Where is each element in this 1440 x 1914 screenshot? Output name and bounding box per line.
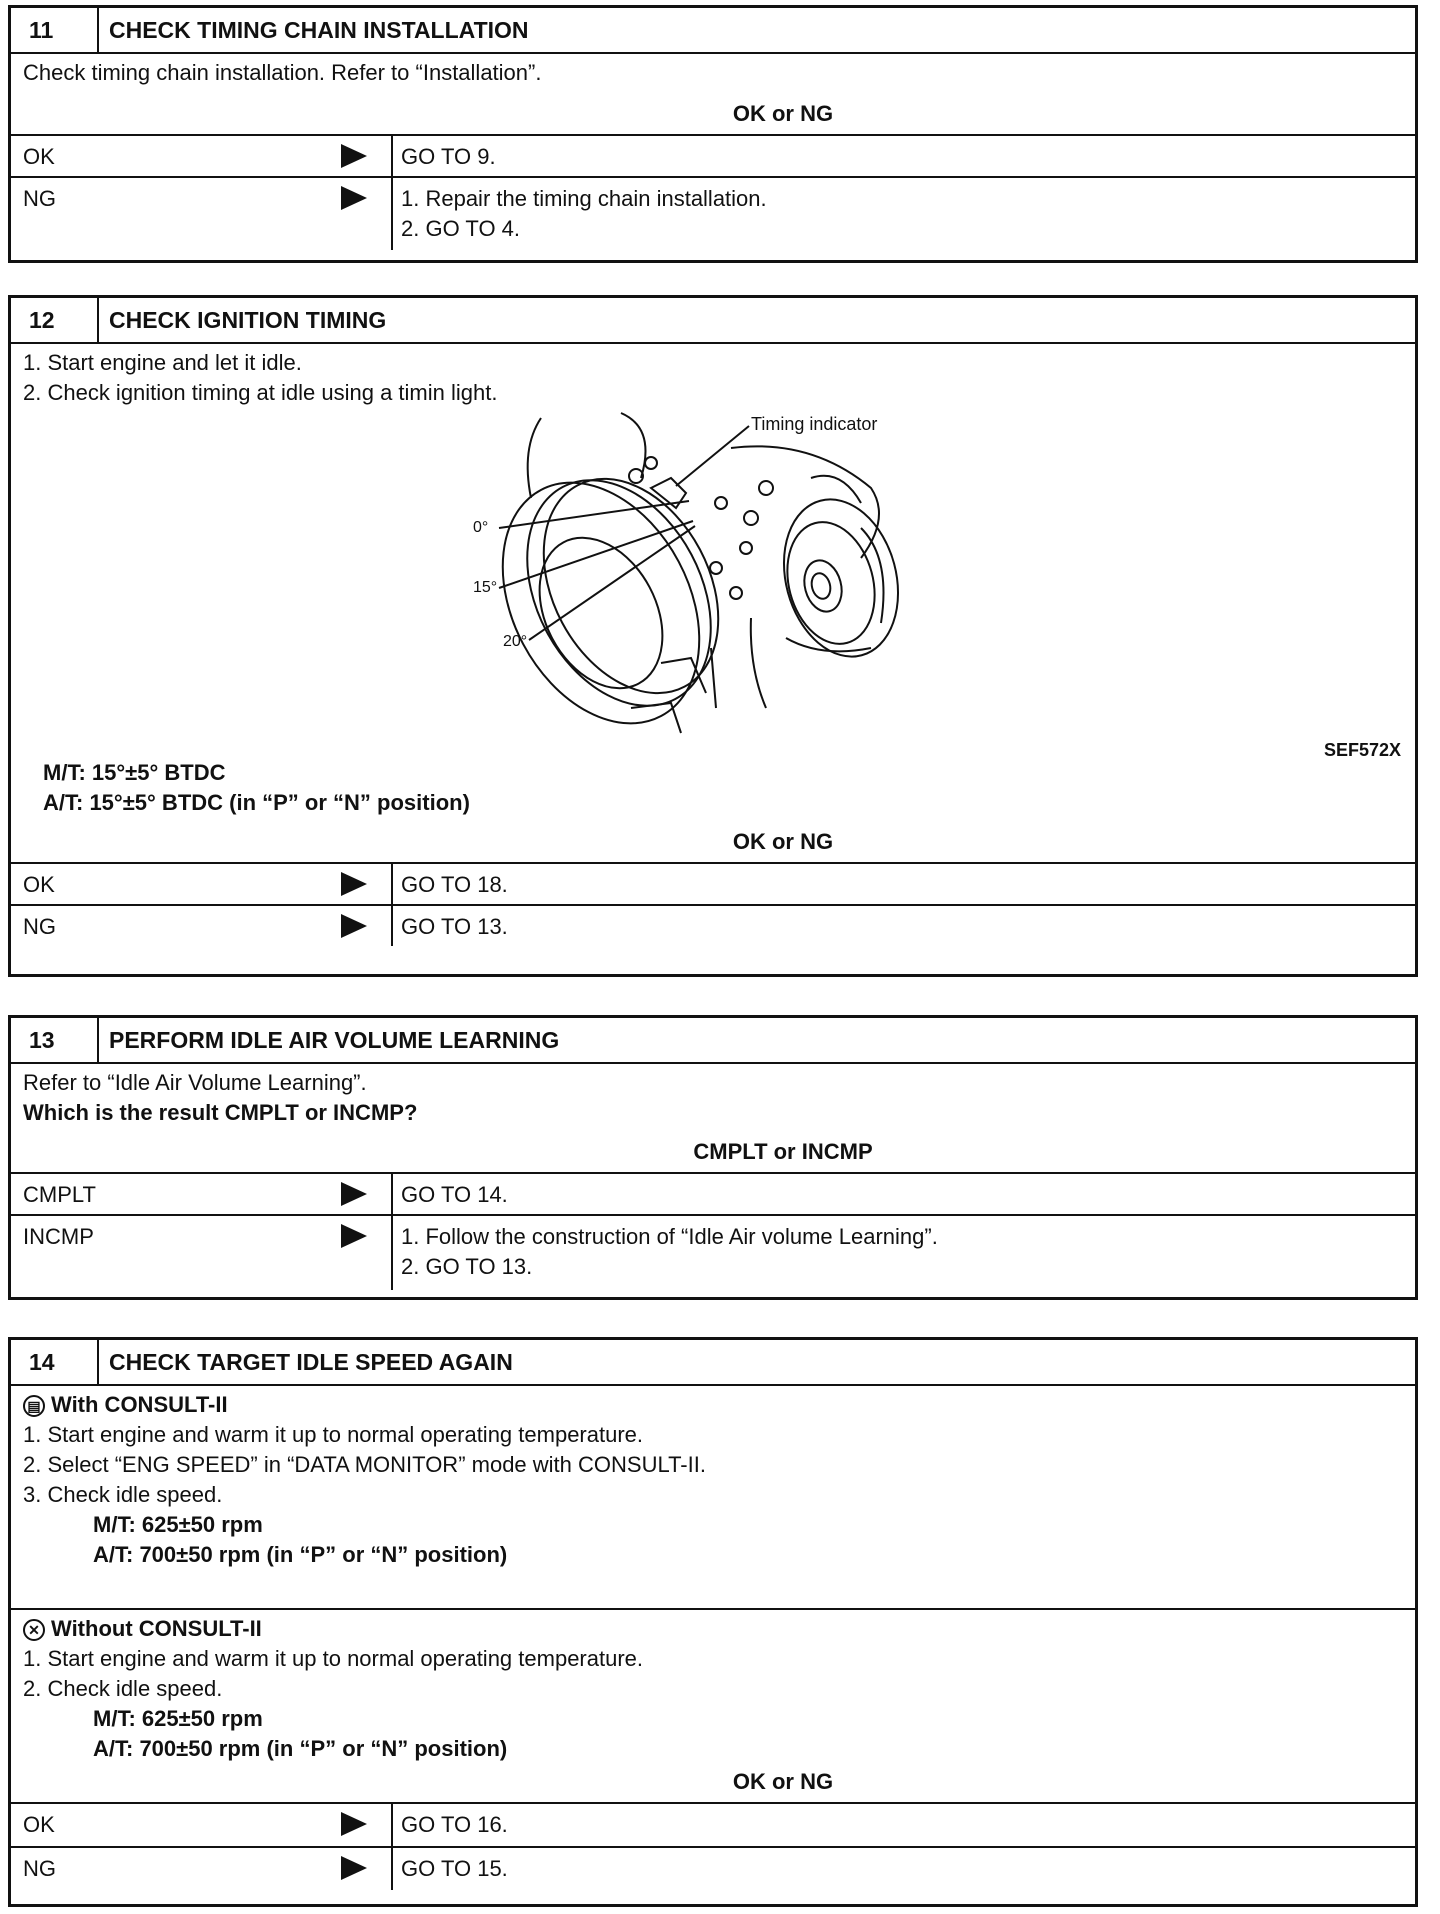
step-instructions (11, 344, 1415, 408)
instruction-line: 1. Start engine and warm it up to normal operating temperature. (23, 1422, 644, 1447)
result-line: GO TO 14. (401, 1182, 508, 1207)
result-line: GO TO 13. (401, 914, 508, 939)
arrow-right-icon (341, 1224, 367, 1248)
step-instructions (11, 1064, 1415, 1128)
arrow-right-icon (341, 186, 367, 210)
decision-result (391, 1216, 1415, 1290)
step-11-block (8, 5, 1418, 263)
spec-line: A/T: 700±50 rpm (in “P” or “N” position) (93, 1736, 508, 1761)
spec-line: M/T: 625±50 rpm (93, 1706, 263, 1731)
crankshaft-pulley-illustration (473, 408, 951, 758)
decision-result (391, 906, 1415, 946)
decision-row-ng (11, 176, 1415, 250)
step-number: 12 (11, 298, 99, 342)
no-consult-icon: ✕ (23, 1619, 45, 1641)
decision-label-cmplt: CMPLT (23, 1182, 96, 1207)
result-line: GO TO 16. (401, 1812, 508, 1837)
decision-label-ok: OK (23, 144, 55, 169)
decision-row-cmplt (11, 1172, 1415, 1214)
decision-label: OK or NG (732, 101, 834, 126)
decision-label: CMPLT or INCMP (693, 1139, 873, 1164)
decision-result (391, 1174, 1415, 1214)
with-consult-heading-text: With CONSULT-II (51, 1392, 228, 1417)
result-line: GO TO 9. (401, 144, 496, 169)
question-line: Which is the result CMPLT or INCMP? (23, 1100, 418, 1125)
decision-result (391, 864, 1415, 904)
arrow-right-icon (341, 872, 367, 896)
step-12-block (8, 295, 1418, 977)
spec-line: M/T: 625±50 rpm (93, 1512, 263, 1537)
step-number: 14 (11, 1340, 99, 1384)
decision-label-ok: OK (23, 872, 55, 897)
figure-code: SEF572X (1323, 740, 1401, 760)
decision-row-ok (11, 1802, 1415, 1846)
instruction-line: 1. Start engine and let it idle. (23, 350, 302, 375)
decision-row-ng (11, 904, 1415, 946)
decision-result (391, 1848, 1415, 1890)
step-number: 13 (11, 1018, 99, 1062)
step-title: PERFORM IDLE AIR VOLUME LEARNING (109, 1027, 560, 1053)
instruction-line: 2. Check idle speed. (23, 1676, 223, 1701)
ignition-timing-figure (11, 408, 1415, 758)
timing-mark-0-label: 0° (473, 519, 489, 536)
result-line: 1. Repair the timing chain installation. (401, 186, 767, 211)
spec-line: A/T: 700±50 rpm (in “P” or “N” position) (93, 1542, 508, 1567)
decision-result (391, 136, 1415, 176)
step-title: CHECK TARGET IDLE SPEED AGAIN (109, 1349, 513, 1375)
spec-values (11, 758, 1415, 818)
consult-tester-icon: ▤ (23, 1395, 45, 1417)
instruction-line: 2. Select “ENG SPEED” in “DATA MONITOR” mode with CONSULT-II. (23, 1452, 706, 1477)
arrow-right-icon (341, 1182, 367, 1206)
decision-label: OK or NG (732, 829, 834, 854)
instruction-line: 1. Start engine and warm it up to normal operating temperature. (23, 1646, 644, 1671)
without-consult-section (11, 1608, 1415, 1764)
timing-mark-15-label: 15° (473, 579, 498, 596)
result-line: 2. GO TO 13. (401, 1254, 533, 1279)
step-title: CHECK TIMING CHAIN INSTALLATION (109, 17, 529, 43)
arrow-right-icon (341, 144, 367, 168)
decision-row-ok (11, 862, 1415, 904)
without-consult-heading-text: Without CONSULT-II (51, 1616, 262, 1641)
step-13-block (8, 1015, 1418, 1300)
decision-result (391, 178, 1415, 250)
decision-label-ok: OK (23, 1812, 55, 1837)
arrow-right-icon (341, 1856, 367, 1880)
timing-mark-20-label: 20° (503, 633, 528, 650)
decision-row-ng (11, 1846, 1415, 1890)
result-line: 2. GO TO 4. (401, 216, 521, 241)
decision-label: OK or NG (732, 1769, 834, 1794)
decision-label-ng: NG (23, 914, 56, 939)
step-header (11, 1340, 1415, 1386)
with-consult-section (11, 1386, 1415, 1608)
arrow-right-icon (341, 914, 367, 938)
instruction-line: Refer to “Idle Air Volume Learning”. (23, 1070, 367, 1095)
step-title: CHECK IGNITION TIMING (109, 307, 387, 333)
result-line: 1. Follow the construction of “Idle Air volume Learning”. (401, 1224, 938, 1249)
result-line: GO TO 18. (401, 872, 508, 897)
instruction-line: 2. Check ignition timing at idle using a timin light. (23, 380, 498, 405)
instruction-line: 3. Check idle speed. (23, 1482, 223, 1507)
decision-label-ng: NG (23, 186, 56, 211)
without-consult-heading (23, 1614, 1403, 1644)
spec-line: M/T: 15°±5° BTDC (43, 760, 226, 785)
decision-result (391, 1804, 1415, 1846)
step-header (11, 298, 1415, 344)
with-consult-heading (23, 1390, 1403, 1420)
step-number: 11 (11, 8, 99, 52)
decision-row-incmp (11, 1214, 1415, 1290)
decision-label-incmp: INCMP (23, 1224, 94, 1249)
result-line: GO TO 15. (401, 1856, 508, 1881)
step-header (11, 1018, 1415, 1064)
step-header (11, 8, 1415, 54)
timing-indicator-label: Timing indicator (751, 414, 878, 434)
spec-line: A/T: 15°±5° BTDC (in “P” or “N” position) (43, 790, 470, 815)
decision-row-ok (11, 134, 1415, 176)
step-instruction: Check timing chain installation. Refer to “Installation”. (23, 60, 542, 85)
step-14-block (8, 1337, 1418, 1907)
decision-label-ng: NG (23, 1856, 56, 1881)
arrow-right-icon (341, 1812, 367, 1836)
